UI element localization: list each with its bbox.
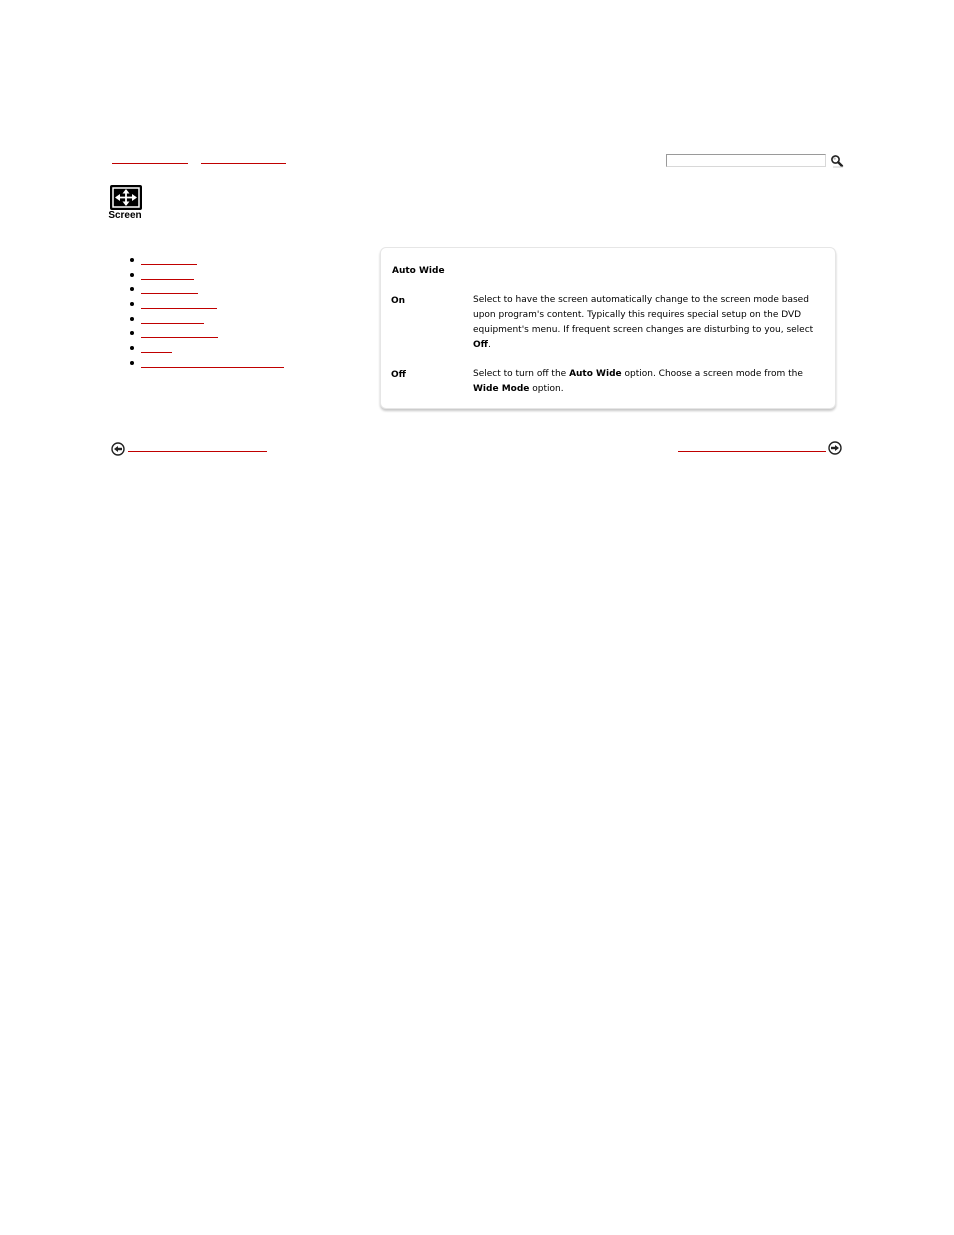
option-desc-emphasis: Off (473, 340, 488, 350)
nav-list-item (128, 269, 141, 284)
option-desc-text: option. Choose a screen mode from the (621, 369, 803, 379)
nav-list-item (128, 357, 141, 372)
option-description-on (473, 293, 823, 353)
prev-arrow-icon (111, 442, 125, 456)
topic-nav-list (128, 254, 141, 372)
screen-icon (110, 185, 142, 210)
breadcrumb-link-1[interactable] (112, 163, 188, 164)
option-desc-text: . (487, 340, 491, 350)
breadcrumb-link-2[interactable] (201, 163, 286, 164)
nav-link-6[interactable] (141, 337, 218, 338)
nav-link-4[interactable] (141, 308, 217, 309)
nav-list-item (128, 298, 141, 313)
option-description-off (473, 367, 823, 397)
option-desc-emphasis: Wide Mode (473, 384, 530, 394)
option-desc-emphasis: Auto Wide (569, 369, 622, 379)
nav-link-1[interactable] (141, 264, 197, 265)
option-label-off: Off (391, 370, 406, 380)
screen-icon-caption: Screen (108, 210, 142, 221)
nav-list-item (128, 254, 141, 269)
option-label-on: On (391, 296, 406, 306)
search-icon (830, 154, 844, 168)
prev-page-link[interactable] (128, 451, 267, 452)
next-page-button[interactable] (828, 440, 842, 454)
search-input[interactable] (666, 154, 826, 167)
option-desc-text: Select to turn off the (473, 369, 570, 379)
prev-page-button[interactable] (111, 441, 125, 455)
nav-list-item (128, 313, 141, 328)
nav-link-3[interactable] (141, 293, 198, 294)
option-desc-text: Select to have the screen automatically change to the screen mode based upon program's content. Typically this requires special setup on the DVD equipment's menu. If frequent screen changes are disturbing to you, select (473, 295, 814, 335)
nav-list-item (128, 342, 141, 357)
nav-link-2[interactable] (141, 279, 194, 280)
next-arrow-icon (828, 441, 842, 455)
nav-link-7[interactable] (141, 352, 172, 353)
nav-list-item (128, 283, 141, 298)
content-title: Auto Wide (392, 266, 445, 276)
nav-link-5[interactable] (141, 323, 204, 324)
option-desc-text: option. (529, 384, 564, 394)
next-page-link[interactable] (678, 451, 826, 452)
search-button[interactable] (830, 153, 844, 167)
nav-list-item (128, 327, 141, 342)
nav-link-8[interactable] (141, 367, 284, 368)
